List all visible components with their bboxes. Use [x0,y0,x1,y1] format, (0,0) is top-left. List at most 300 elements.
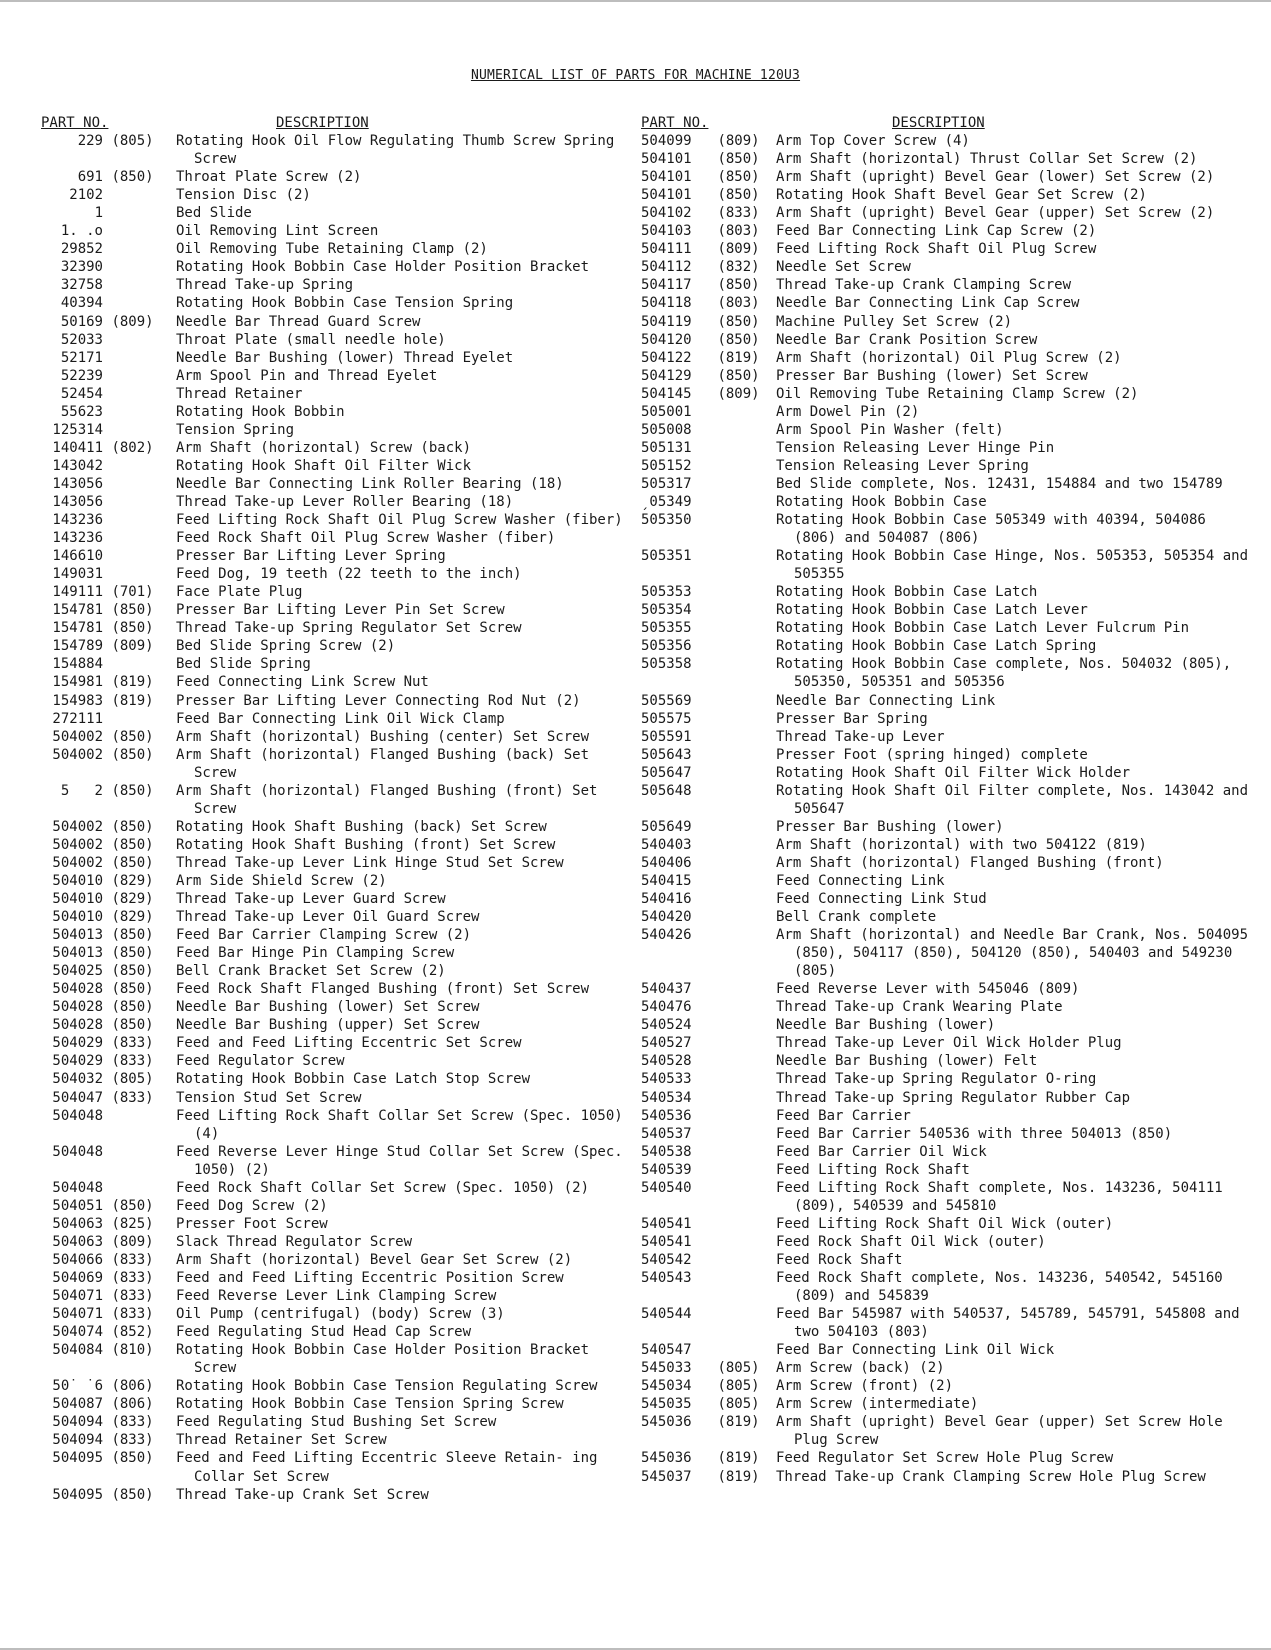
part-code-suffix: (850) [111,728,154,745]
part-description: Arm Shaft (horizontal) Bevel Gear Set Screw (2) [176,1251,573,1268]
part-number-cell [41,132,176,168]
part-description: Feed Regulating Stud Bushing Set Screw [176,1414,497,1431]
part-description: Feed Dog Screw (2) [176,1197,328,1214]
part-description: Arm Top Cover Screw (4) [776,133,970,150]
part-number-cell [641,998,776,1016]
column-header [641,114,1266,132]
part-description: Thread Take-up Crank Clamping Screw [776,277,1072,294]
part-number: 540541 [641,1233,692,1250]
part-number-cell [41,944,176,962]
part-description: Feed Bar Connecting Link Oil Wick [776,1342,1055,1359]
part-number: 691 [77,169,103,186]
part-number-cell [41,692,176,710]
part-number: 154789 [52,638,103,655]
part-code-suffix: (833) [111,1414,154,1431]
part-number: 505354 [641,602,692,619]
part-number: 504129 [641,367,692,384]
part-code-suffix: (850) [111,818,154,835]
part-number-cell [641,782,776,818]
part-number: 52239 [60,367,103,384]
part-number: 504069 [52,1270,103,1286]
parts-list-row [41,276,641,294]
part-code-suffix: (833) [111,1035,154,1052]
part-number: 540406 [641,854,692,871]
part-number: 545037 [641,1468,692,1485]
part-number-cell [41,222,176,240]
part-code-suffix: (833) [717,205,760,222]
parts-list-row [641,1089,1266,1107]
part-description: Presser Bar Spring [776,710,928,727]
part-number: 504063 [52,1233,103,1250]
part-description: Rotating Hook Shaft Bushing (front) Set Screw [176,836,556,853]
part-description: Oil Removing Tube Retaining Clamp Screw (2) [776,385,1139,402]
parts-list-row [641,1251,1266,1269]
parts-list-row [41,1016,641,1034]
part-description: Thread Take-up Lever Link Hinge Stud Set Screw [176,854,564,871]
part-number-cell [41,836,176,854]
part-code-suffix: (825) [111,1215,154,1232]
part-description: Thread Take-up Lever Oil Wick Holder Plug [776,1035,1122,1052]
part-code-suffix: (852) [111,1324,154,1341]
part-description: Arm Shaft (horizontal) Flanged Bushing (back) Set Screw [176,746,590,781]
part-number-cell [641,493,776,511]
part-description: Rotating Hook Bobbin Case Holder Position Bracket Screw [176,1342,590,1377]
part-number: 504010 [52,872,103,889]
part-number: 545036 [641,1450,692,1467]
part-number: 505591 [641,728,692,745]
part-description: Rotating Hook Bobbin Case [776,493,987,510]
part-number-cell [41,1197,176,1215]
part-number: 540540 [641,1179,692,1196]
part-number: 52033 [60,331,103,348]
part-code-suffix: (850) [111,981,154,998]
part-description: Presser Bar Bushing (lower) Set Screw [776,367,1088,384]
part-description: Presser Bar Lifting Lever Spring [176,548,446,565]
parts-list-row [641,421,1266,439]
part-number-cell [641,294,776,312]
part-number: 504048 [52,1179,103,1196]
parts-list-row [641,258,1266,276]
part-number: 540420 [641,909,692,926]
part-number: 504002 [52,836,103,853]
parts-list-row [41,547,641,565]
part-number: 504028 [52,981,103,998]
parts-list-row [641,1052,1266,1070]
part-number: 505353 [641,584,692,601]
description-header: DESCRIPTION [276,115,369,131]
part-description: Thread Take-up Crank Clamping Screw Hole Plug Screw [776,1468,1206,1485]
parts-list-row [41,583,641,601]
part-description: Presser Bar Lifting Lever Pin Set Screw [176,602,505,619]
part-number: 505351 [641,548,692,565]
part-number: 504047 [52,1089,103,1106]
parts-list-row [641,890,1266,908]
parts-list-row [41,1305,641,1323]
parts-list-row [641,1449,1266,1467]
part-description: Thread Take-up Crank Set Screw [176,1486,429,1503]
part-number: 540527 [641,1035,692,1052]
part-description: Rotating Hook Bobbin Case complete, Nos. 504032 (805), 505350, 505351 and 505356 [776,656,1232,691]
part-number-cell [641,619,776,637]
part-number: 143056 [52,493,103,510]
part-number: 504071 [52,1306,103,1323]
part-number-cell [641,890,776,908]
parts-list-row [641,728,1266,746]
part-number-cell [41,728,176,746]
part-description: Feed Bar Carrier 540536 with three 504013 (850) [776,1125,1173,1142]
part-description: Thread Take-up Spring Regulator Set Screw [176,620,522,637]
part-number-cell [641,710,776,728]
part-number-cell [41,1016,176,1034]
part-number-cell [41,1251,176,1269]
parts-list-row [41,385,641,403]
parts-list-row [41,944,641,962]
part-number-cell [41,1215,176,1233]
page-top-rule [0,0,1271,2]
part-description: Bell Crank complete [776,909,937,926]
part-number-cell [641,980,776,998]
parts-list-row [41,1377,641,1395]
parts-list-row [41,854,641,872]
part-number-cell [41,854,176,872]
part-number: 540541 [641,1215,692,1232]
parts-list-row [41,1269,641,1287]
part-number: 505356 [641,638,692,655]
part-description: Bed Slide complete, Nos. 12431, 154884 and two 154789 [776,475,1223,492]
part-number: 545035 [641,1396,692,1413]
parts-list-row [41,692,641,710]
parts-list-row [641,872,1266,890]
part-number: 504002 [52,818,103,835]
part-description: Feed and Feed Lifting Eccentric Set Screw [176,1035,522,1052]
parts-list-row [641,1468,1266,1486]
part-number: 504071 [52,1288,103,1305]
part-description: Arm Shaft (horizontal) Bushing (center) Set Screw [176,728,590,745]
part-number: 1. .o [60,223,103,240]
part-number-cell [41,710,176,728]
part-number: 545036 [641,1414,692,1431]
part-number: 149031 [52,566,103,583]
part-description: Rotating Hook Shaft Oil Filter complete, Nos. 143042 and 505647 [776,782,1249,817]
part-description: Arm Spool Pin Washer (felt) [776,421,1004,438]
part-number: 50˙ ˙6 [52,1378,103,1395]
part-code-suffix: (850) [717,187,760,204]
part-number-cell [41,313,176,331]
part-description: Arm Shaft (horizontal) with two 504122 (819) [776,836,1147,853]
part-number-cell [641,475,776,493]
part-description: Presser Bar Lifting Lever Connecting Rod Nut (2) [176,692,581,709]
parts-list-row [641,818,1266,836]
part-number: 505317 [641,475,692,492]
part-code-suffix: (803) [717,295,760,312]
part-number-cell [641,1251,776,1269]
part-number: 504101 [641,169,692,186]
part-number: 505569 [641,692,692,709]
part-number: 504095 [52,1450,103,1467]
part-description: Arm Spool Pin and Thread Eyelet [176,367,438,384]
part-number: 154983 [52,692,103,709]
parts-list-row [641,836,1266,854]
part-description: Slack Thread Regulator Screw [176,1233,413,1250]
part-description: Tension Releasing Lever Spring [776,457,1029,474]
part-code-suffix: (809) [717,385,760,402]
part-description: Feed Bar Hinge Pin Clamping Screw [176,945,455,962]
parts-list-row [41,1287,641,1305]
part-description: Arm Shaft (upright) Bevel Gear (upper) Set Screw Hole Plug Screw [776,1414,1223,1449]
part-number-cell [41,475,176,493]
part-description: Feed Lifting Rock Shaft [776,1161,970,1178]
part-number: 504048 [52,1107,103,1124]
parts-list-row [41,186,641,204]
part-number: 504145 [641,385,692,402]
parts-list-row [641,1034,1266,1052]
part-description: Thread Take-up Lever Oil Guard Screw [176,909,480,926]
parts-list-row [641,276,1266,294]
part-number-cell [641,854,776,872]
part-description: Bed Slide [176,205,252,222]
part-number-cell [41,637,176,655]
part-code-suffix: (850) [111,602,154,619]
part-number: 504122 [641,349,692,366]
parts-list-row [41,1089,641,1107]
part-description: Throat Plate (small needle hole) [176,331,446,348]
part-description: Face Plate Plug [176,584,303,601]
part-number-cell [641,1179,776,1215]
part-number-cell [641,1143,776,1161]
part-number: 1 [94,205,103,222]
parts-list-row [41,962,641,980]
part-number: 540403 [641,836,692,853]
part-code-suffix: (805) [717,1396,760,1413]
part-description: Feed Connecting Link Stud [776,891,987,908]
parts-list-row [41,240,641,258]
part-code-suffix: (819) [717,349,760,366]
part-code-suffix: (809) [111,313,154,330]
part-description: Feed Bar Carrier [776,1107,911,1124]
part-number-cell [41,872,176,890]
part-description: Rotating Hook Bobbin Case Tension Spring Screw [176,1396,564,1413]
part-no-header: PART NO. [41,115,109,131]
parts-list-left [41,132,641,1504]
part-description: Feed Lifting Rock Shaft Oil Wick (outer) [776,1215,1114,1232]
part-number: 504002 [52,854,103,871]
parts-list-row [41,908,641,926]
part-code-suffix: (806) [111,1378,154,1395]
part-number-cell [641,1377,776,1395]
part-number: 540416 [641,891,692,908]
parts-list-row [641,403,1266,421]
parts-list-row [641,367,1266,385]
parts-list-row [41,222,641,240]
part-number-cell [41,240,176,258]
part-number: 540542 [641,1251,692,1268]
parts-list-row [41,818,641,836]
part-number-cell [641,132,776,150]
part-number-cell [641,150,776,168]
parts-list-row [41,313,641,331]
part-code-suffix: (810) [111,1342,154,1359]
part-number-cell [41,1486,176,1504]
parts-list-row [641,1269,1266,1305]
part-code-suffix: (805) [717,1360,760,1377]
part-number-cell [641,168,776,186]
part-number-cell [641,764,776,782]
part-number: 140411 [52,439,103,456]
part-description: Thread Take-up Lever Roller Bearing (18) [176,493,514,510]
part-number-cell [641,313,776,331]
part-code-suffix: (802) [111,439,154,456]
parts-list-row [641,926,1266,980]
part-number-cell [41,998,176,1016]
part-description: Thread Take-up Crank Wearing Plate [776,999,1063,1016]
part-number: 504102 [641,205,692,222]
part-description: Arm Shaft (upright) Bevel Gear (upper) Set Screw (2) [776,205,1215,222]
part-description: Thread Retainer [176,385,303,402]
part-code-suffix: (833) [111,1432,154,1449]
part-description: Needle Bar Bushing (upper) Set Screw [176,1017,480,1034]
part-number-cell [41,258,176,276]
part-description: Needle Bar Bushing (lower) Set Screw [176,999,480,1016]
parts-list-row [641,1016,1266,1034]
part-number: 154981 [52,674,103,691]
part-number-cell [41,511,176,529]
part-number-cell [641,1395,776,1413]
part-number-cell [41,818,176,836]
part-description: Feed Regulator Set Screw Hole Plug Screw [776,1450,1114,1467]
part-number-cell [41,1179,176,1197]
part-no-header: PART NO. [641,115,709,131]
part-number: 540538 [641,1143,692,1160]
part-code-suffix: (832) [717,259,760,276]
part-description: Oil Removing Tube Retaining Clamp (2) [176,241,488,258]
part-code-suffix: (850) [111,169,154,186]
part-number-cell [641,1125,776,1143]
part-number-cell [41,601,176,619]
part-number-cell [641,1052,776,1070]
part-number-cell [641,1089,776,1107]
part-number: 540528 [641,1053,692,1070]
part-number-cell [41,1233,176,1251]
part-number-cell [41,962,176,980]
part-number: 540476 [641,999,692,1016]
part-number: 143042 [52,457,103,474]
part-number: 504087 [52,1396,103,1413]
parts-list-row [41,1070,641,1088]
part-description: Rotating Hook Bobbin Case Holder Position Bracket [176,259,590,276]
parts-list-row [41,331,641,349]
parts-list-row [41,1052,641,1070]
part-number: 545033 [641,1360,692,1377]
part-number-cell [641,1305,776,1341]
part-number-cell [41,1052,176,1070]
part-code-suffix: (833) [111,1251,154,1268]
part-description: Feed Bar Carrier Clamping Screw (2) [176,927,472,944]
part-number-cell [641,204,776,222]
part-number-cell [41,1070,176,1088]
part-code-suffix: (833) [111,1270,154,1286]
part-number-cell [41,782,176,818]
part-description: Needle Bar Bushing (lower) Thread Eyelet [176,349,514,366]
parts-list-row [641,511,1266,547]
parts-list-row [641,980,1266,998]
parts-list-row [41,1251,641,1269]
part-description: Arm Shaft (horizontal) Flanged Bushing (front) [776,854,1164,871]
parts-list-row [641,186,1266,204]
part-description: Needle Bar Connecting Link [776,692,996,709]
part-number-cell [641,367,776,385]
part-number: 540537 [641,1125,692,1142]
part-number: 505008 [641,421,692,438]
part-number-cell [41,493,176,511]
parts-list-row [641,1143,1266,1161]
part-code-suffix: (819) [717,1468,760,1485]
part-number-cell [41,529,176,547]
part-number-cell [41,583,176,601]
part-number-cell [641,728,776,746]
part-number-cell [41,926,176,944]
part-code-suffix: (850) [111,927,154,944]
part-number-cell [41,367,176,385]
parts-list-row [41,294,641,312]
part-description: Bell Crank Bracket Set Screw (2) [176,963,446,980]
part-number-cell [641,385,776,403]
part-description: Arm Shaft (upright) Bevel Gear (lower) Set Screw (2) [776,169,1215,186]
part-number-cell [641,655,776,691]
part-description: Feed Lifting Rock Shaft complete, Nos. 143236, 504111 (809), 540539 and 545810 [776,1179,1223,1214]
parts-column-left [41,114,641,1504]
part-number: 149111 [52,584,103,601]
parts-list-row [641,655,1266,691]
part-number: 504112 [641,259,692,276]
part-number-cell [41,457,176,475]
part-number-cell [41,565,176,583]
part-number: 505648 [641,782,692,799]
part-description: Arm Screw (intermediate) [776,1396,979,1413]
part-number-cell [641,1016,776,1034]
part-description: Feed Rock Shaft complete, Nos. 143236, 540542, 545160 (809) and 545839 [776,1270,1223,1305]
part-number: 272111 [52,710,103,727]
part-description: Tension Stud Set Screw [176,1089,362,1106]
part-description: Needle Bar Connecting Link Roller Bearing (18) [176,475,564,492]
part-number-cell [641,1359,776,1377]
part-number-cell [641,1070,776,1088]
parts-list-row [641,998,1266,1016]
part-number: 505350 [641,512,692,529]
part-description: Thread Take-up Lever [776,728,945,745]
part-number: 504095 [52,1486,103,1503]
parts-list-row [641,294,1266,312]
part-code-suffix: (850) [111,836,154,853]
part-number-cell [641,222,776,240]
parts-list-row [41,1143,641,1179]
part-description: Arm Dowel Pin (2) [776,403,920,420]
parts-list-row [41,601,641,619]
parts-list-row [41,619,641,637]
part-number: 505649 [641,818,692,835]
parts-list-row [41,746,641,782]
part-number-cell [41,1413,176,1431]
part-number: 504051 [52,1197,103,1214]
parts-list-row [641,313,1266,331]
parts-list-row [41,367,641,385]
parts-list-row [641,710,1266,728]
parts-list-row [41,1486,641,1504]
part-number: 40394 [60,295,103,312]
part-description: Thread Take-up Spring [176,277,354,294]
parts-list-row [641,150,1266,168]
parts-list-row [41,1233,641,1251]
part-number-cell [41,619,176,637]
